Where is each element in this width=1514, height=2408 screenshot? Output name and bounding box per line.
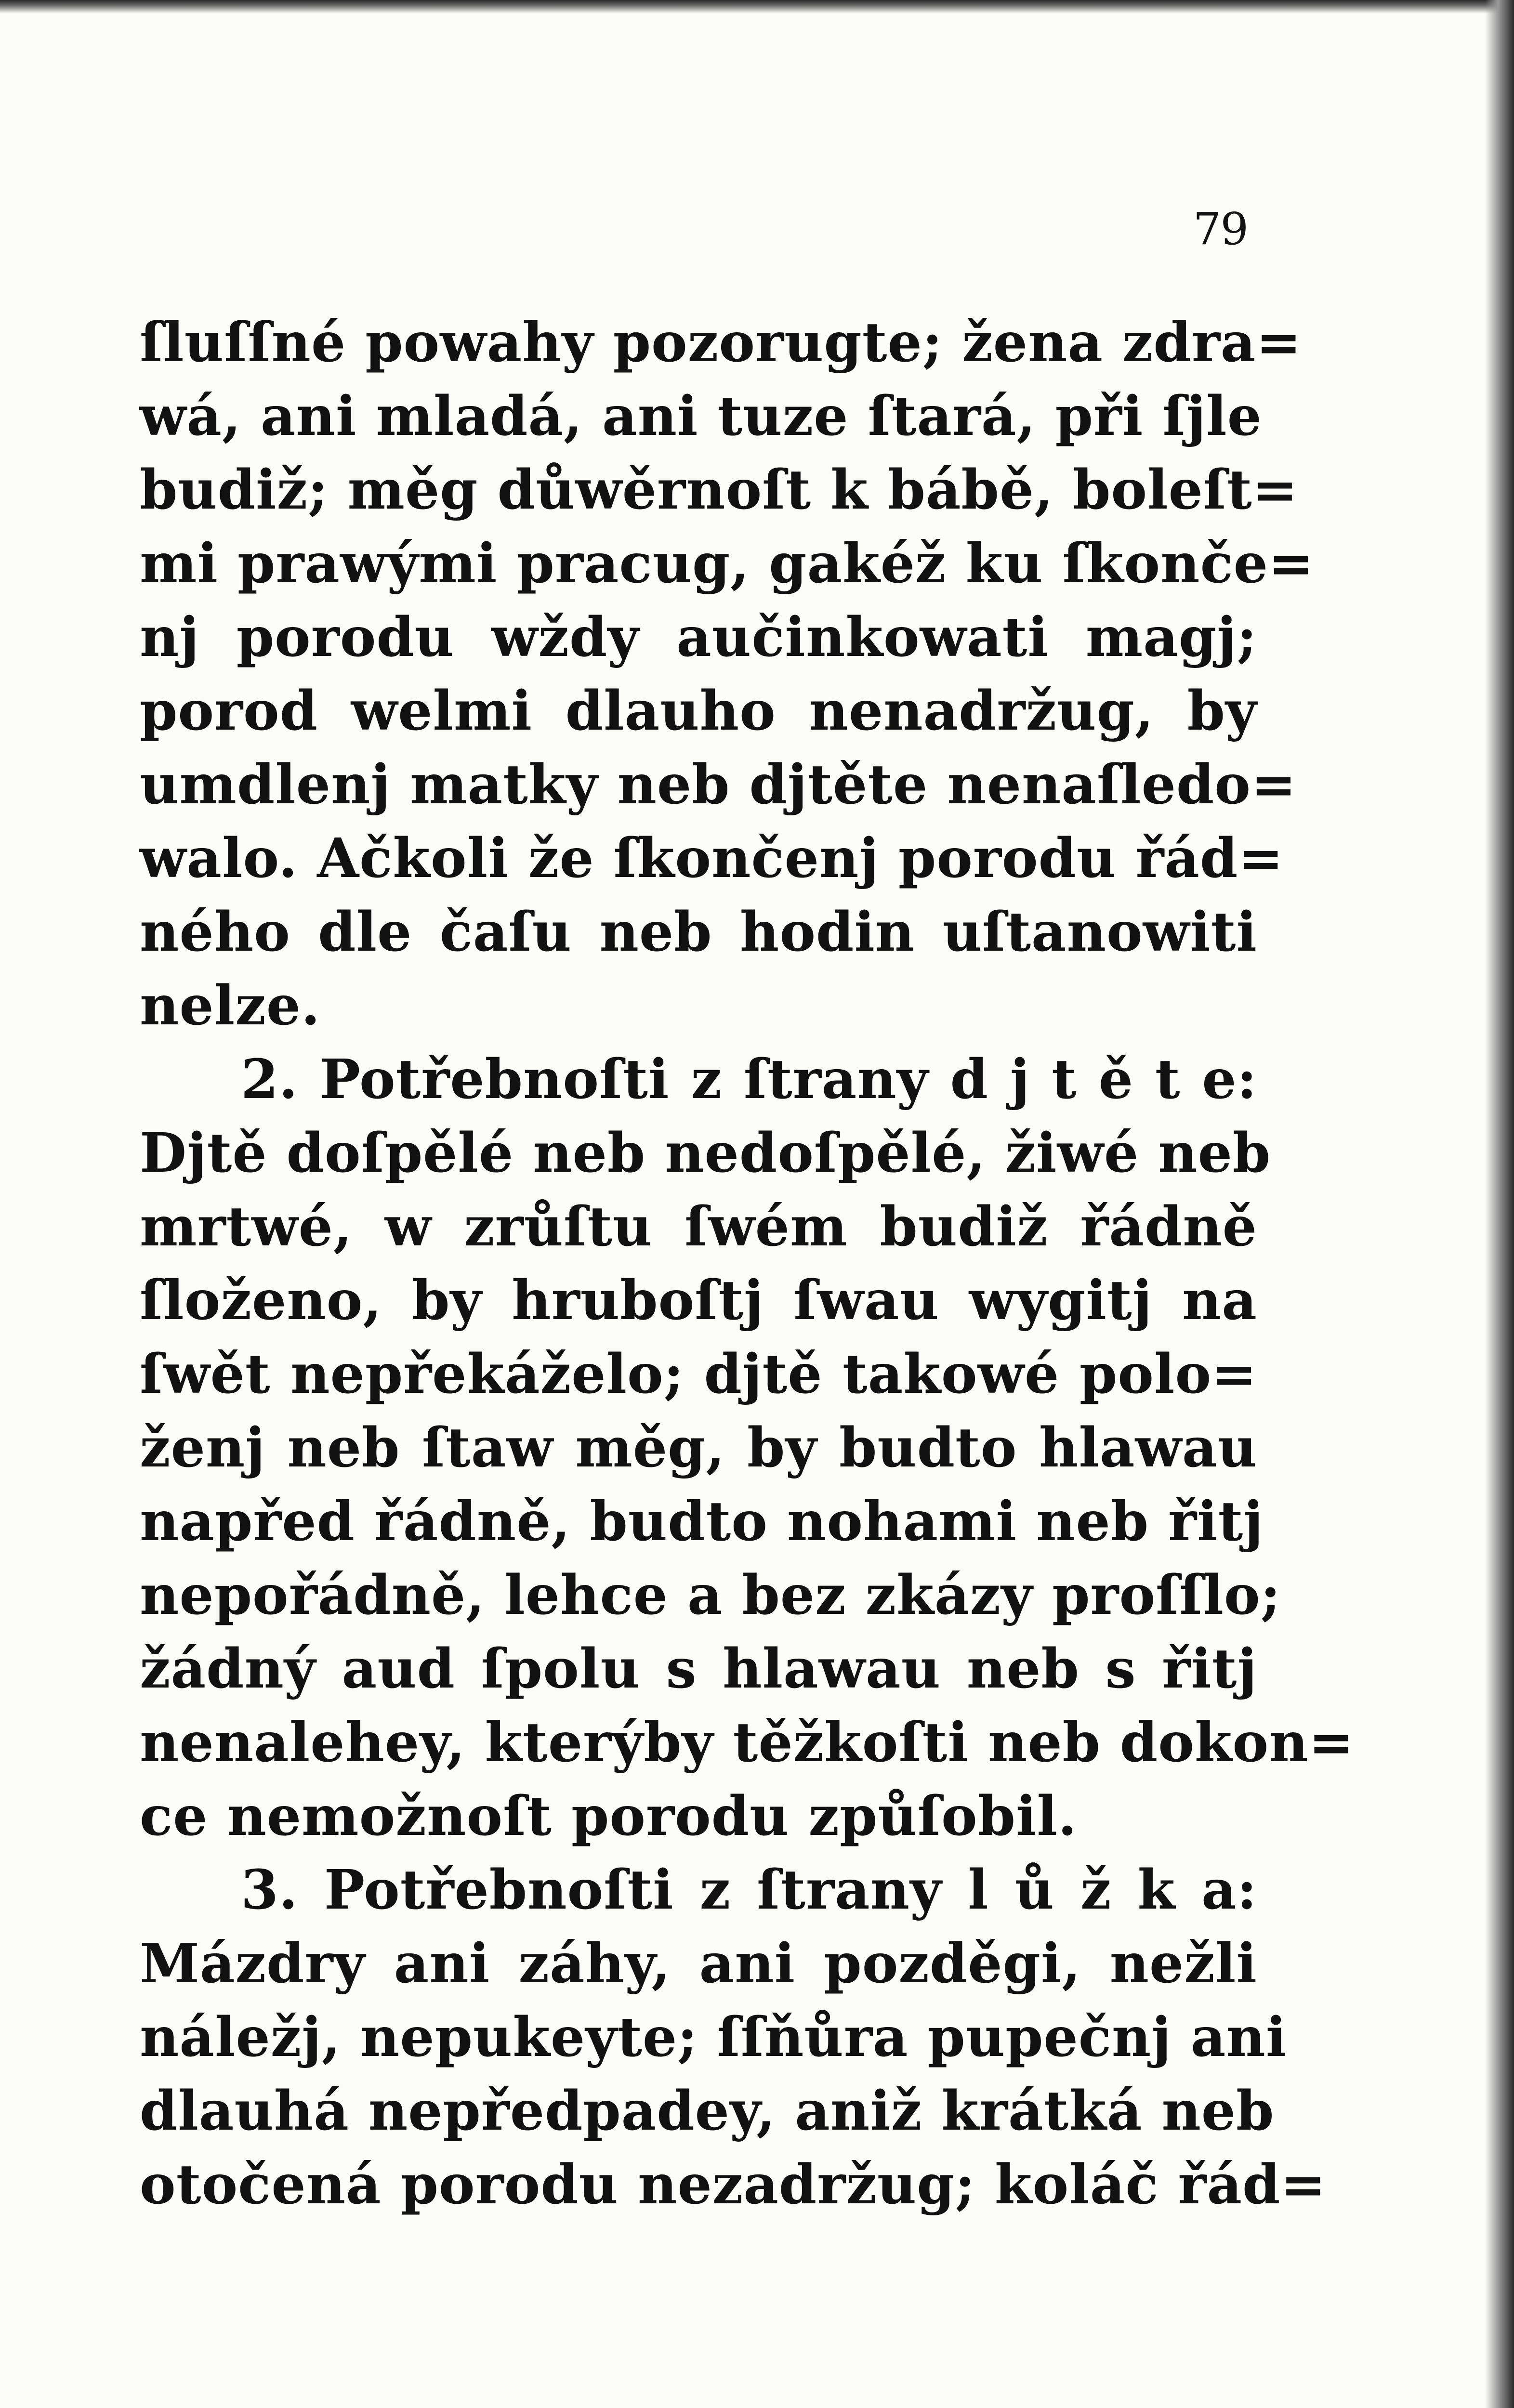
page-right-edge-shadow: [1485, 0, 1514, 2408]
body-text: [140, 306, 1355, 2222]
text-line: budiž; měg důwěrnoſt k bábě, boleſt=: [140, 458, 1298, 522]
text-line: nj porodu wždy aučinkowati magj;: [140, 606, 1257, 669]
text-line: otočená porodu nezadržug; koláč řád=: [140, 2153, 1327, 2216]
text-line: Mázdry ani záhy, ani pozděgi, nežli: [140, 1932, 1257, 1995]
text-line: wá, ani mladá, ani tuze ſtará, při ſjle: [140, 385, 1262, 448]
page-top-edge-shadow: [0, 0, 1514, 13]
text-line: ženj neb ſtaw měg, by budto hlawau: [140, 1416, 1257, 1479]
text-line: ce nemožnoſt porodu způſobil.: [140, 1785, 1078, 1848]
text-line: Djtě doſpělé neb nedoſpělé, žiwé neb: [140, 1122, 1271, 1185]
text-line: náležj, nepukeyte; ſſňůra pupečnj ani: [140, 2006, 1287, 2069]
text-line: nelze.: [140, 974, 321, 1037]
text-line: umdlenj matky neb djtěte nenaſledo=: [140, 753, 1297, 816]
text-line: mrtwé, w zrůſtu ſwém budiž řádně: [140, 1195, 1257, 1258]
text-line: ſloženo, by hruboſtj ſwau wygitj na: [140, 1269, 1257, 1332]
page-number: 79: [1193, 203, 1248, 255]
text-line: ſwět nepřekáželo; djtě takowé polo=: [140, 1343, 1257, 1406]
text-line: ného dle čaſu neb hodin uſtanowiti: [140, 901, 1257, 964]
text-line: porod welmi dlauho nenadržug, by: [140, 680, 1257, 743]
text-line: walo. Ačkoli že ſkončenj porodu řád=: [140, 827, 1284, 890]
section-heading-line: 3. Potřebnoſti z ſtrany l ů ž k a:: [241, 1858, 1257, 1922]
section-heading-line: 2. Potřebnoſti z ſtrany d j t ě t e:: [241, 1048, 1257, 1111]
text-line: nepořádně, lehce a bez zkázy proſſlo;: [140, 1564, 1281, 1627]
text-line: ſluſſné powahy pozorugte; žena zdra=: [140, 311, 1302, 374]
text-line: nenalehey, kterýby těžkoſti neb dokon=: [140, 1711, 1355, 1774]
text-line: napřed řádně, budto nohami neb řitj: [140, 1490, 1264, 1553]
text-line: žádný aud ſpolu s hlawau neb s řitj: [140, 1637, 1257, 1701]
text-line: dlauhá nepředpadey, aniž krátká neb: [140, 2080, 1275, 2143]
text-line: mi prawými pracug, gakéž ku ſkonče=: [140, 532, 1314, 595]
